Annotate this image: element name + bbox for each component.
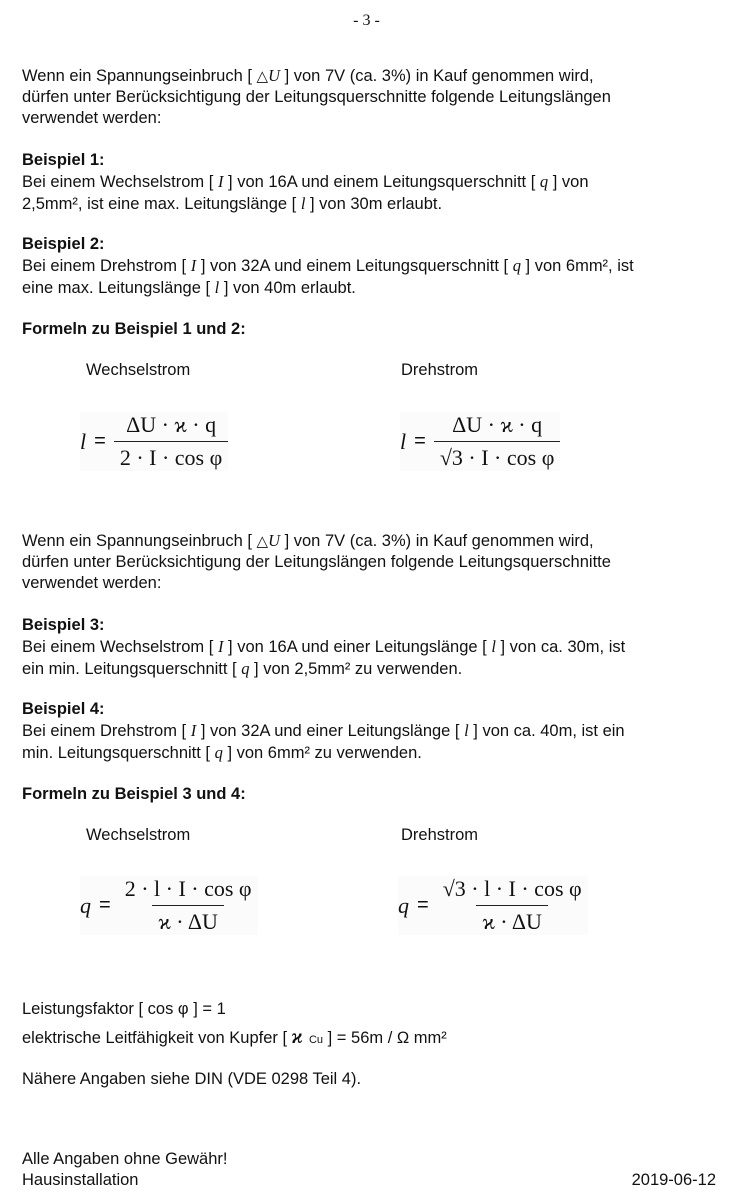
formulas-12-left-label: Wechselstrom (86, 361, 191, 379)
denominator: 2 · I · cos φ (114, 441, 229, 471)
delta-symbol: △ (256, 67, 269, 85)
formulas-34-left-label: Wechselstrom (86, 826, 191, 844)
formula-cross-section-three-phase: q = $\frac{\text{√3 · l · I · cos φ}}{ϰ \cdot \Delta U}$ (398, 876, 588, 935)
denominator: ϰ · ΔU (476, 905, 547, 935)
example-3: Beispiel 3: Bei einem Wechselstrom [ I ] von 16A und einer Leitungslänge [ l ] von ca. 30m, ist ein min. Leitungsquerschnitt [ q ] von 2,5mm² zu verwenden. (22, 615, 722, 680)
example-4: Beispiel 4: Bei einem Drehstrom [ I ] von 32A und einer Leitungslänge [ l ] von ca. 40m, ist ein min. Leitungsquerschnitt [ q ] von 6mm² zu verwenden. (22, 699, 722, 764)
intro-paragraph-1: Wenn ein Spannungseinbruch [ △U ] von 7V (ca. 3%) in Kauf genommen wird, dürfen unter Berücksichtigung der Leitungsquerschnitte folgende Leitungslängen verwendet werden: (22, 66, 611, 127)
formula-cross-section-single-phase: q = $\frac{\text{2 · l · I · cos φ}}{ϰ \cdot \Delta U}$ (80, 876, 258, 935)
din-reference: Nähere Angaben siehe DIN (VDE 0298 Teil 4). (22, 1070, 362, 1088)
footer-date: 2019-06-12 (631, 1171, 716, 1189)
example-1-heading: Beispiel 1: (22, 151, 105, 169)
example-2-heading: Beispiel 2: (22, 235, 105, 253)
formulas-34-right-label: Drehstrom (401, 826, 479, 844)
denominator: √3 · I · cos φ (434, 441, 561, 471)
page-number: - 3 - (353, 12, 380, 29)
formulas-12-heading: Formeln zu Beispiel 1 und 2: (22, 320, 246, 338)
example-4-heading: Beispiel 4: (22, 700, 105, 718)
example-3-heading: Beispiel 3: (22, 616, 105, 634)
power-factor-note: Leistungsfaktor [ cos φ ] = 1 (22, 1000, 226, 1018)
kappa-symbol: ϰ (291, 1026, 303, 1048)
numerator: 2 · l · I · cos φ (124, 876, 252, 901)
numerator: √3 · l · I · cos φ (442, 876, 582, 901)
intro-paragraph-2: Wenn ein Spannungseinbruch [ △U ] von 7V (ca. 3%) in Kauf genommen wird, dürfen unter Berücksichtigung der Leitungslängen folgende Leitungsquerschnitte verwendet werden: (22, 531, 611, 592)
delta-symbol: △ (256, 532, 269, 550)
example-2: Beispiel 2: Bei einem Drehstrom [ I ] von 32A und einem Leitungsquerschnitt [ q ] von 6mm², ist eine max. Leitungslänge [ l ] von 40m erlaubt. (22, 234, 722, 299)
footer-source: Hausinstallation (22, 1171, 139, 1189)
formula-length-three-phase: l = $\frac{\Delta U \cdot ϰ \cdot q}{\text{√3 · I · cos φ}}$ (400, 412, 560, 471)
formulas-12-right-label: Drehstrom (401, 361, 479, 379)
numerator: ΔU · ϰ · q (452, 412, 543, 437)
example-1: Beispiel 1: Bei einem Wechselstrom [ I ] von 16A und einem Leitungsquerschnitt [ q ] von 2,5mm², ist eine max. Leitungslänge [ l ] von 30m erlaubt. (22, 150, 722, 215)
disclaimer: Alle Angaben ohne Gewähr! (22, 1150, 228, 1168)
conductivity-note: elektrische Leitfähigkeit von Kupfer [ ϰ Cu ] = 56m / Ω mm² (22, 1026, 447, 1048)
numerator: ΔU · ϰ · q (126, 412, 217, 437)
denominator: ϰ · ΔU (152, 905, 223, 935)
formulas-34-heading: Formeln zu Beispiel 3 und 4: (22, 785, 246, 803)
formula-length-single-phase: l = $\frac{\Delta U \cdot ϰ \cdot q}{\text{2 · I · cos φ}}$ (80, 412, 228, 471)
